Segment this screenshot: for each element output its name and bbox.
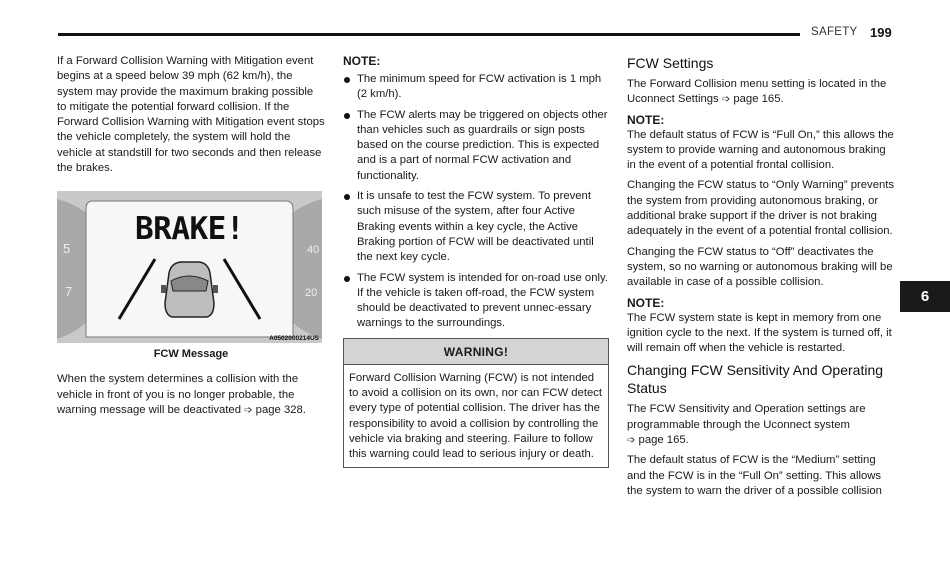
paragraph-programmable-text: The FCW Sensitivity and Operation settings are programmable through the Uconnect system xyxy=(627,403,866,431)
warning-text: Forward Collision Warning (FCW) is not intended to avoid a collision on its own, nor can FCW detect every type of potential collision. The driver has the responsibility to avoid a collision by controlling the vehicle via braking and steering. Failure to follow this warning could lead to serious injury or death. xyxy=(349,371,603,461)
note-bullet-list xyxy=(343,72,609,332)
figure-code: A0502000214US xyxy=(269,335,319,343)
page-number: 199 xyxy=(870,25,892,40)
figure-caption: FCW Message xyxy=(153,348,229,361)
svg-text:40: 40 xyxy=(307,244,320,257)
paragraph-menu-location xyxy=(627,77,895,108)
paragraph-programmable xyxy=(627,402,895,448)
list-item-text: It is unsafe to test the FCW system. To prevent such misuse of the system, after four Active Braking events within a key cycle, the Active Braking portion of FCW will be deactivated until the next key cycle. xyxy=(357,190,594,264)
heading-fcw-settings: FCW Settings xyxy=(627,55,714,71)
paragraph-deactivation xyxy=(57,372,325,418)
column-left xyxy=(57,54,325,418)
bullet-icon xyxy=(344,276,350,282)
paragraph-default-medium: The default status of FCW is the “Medium” setting and the FCW is in the “Full On” setting. This allows the system to warn the driver of a possible collision xyxy=(627,454,882,497)
list-item xyxy=(343,189,609,265)
bullet-icon xyxy=(344,77,350,83)
list-item xyxy=(343,72,609,103)
bullet-icon xyxy=(344,194,350,200)
note-label: NOTE: xyxy=(627,112,665,127)
paragraph-only-warning: Changing the FCW status to “Only Warning” prevents the system from providing autonomous braking, or additional brake support if the driver is not braking adequately in the event of a potential frontal collision. xyxy=(627,179,895,238)
header-rule xyxy=(58,33,800,36)
paragraph-menu-location-text: The Forward Collision menu setting is located in the Uconnect Settings xyxy=(627,78,887,106)
note-label: NOTE: xyxy=(627,295,665,310)
warning-title: WARNING! xyxy=(344,339,608,365)
list-item-text: The FCW system is intended for on-road use only. If the vehicle is taken off-road, the FCW system should be deactivated to prevent unnec-essary warnings to the surroundings. xyxy=(357,271,608,330)
list-item xyxy=(343,271,609,332)
column-right xyxy=(627,54,895,499)
page-ref-arrow-icon: ➩ xyxy=(721,94,731,106)
note-default-status: The default status of FCW is “Full On,” this allows the system to provide warning and autonomous braking in the event of a potential frontal collision. xyxy=(627,128,894,172)
svg-text:20: 20 xyxy=(305,287,318,300)
chapter-tab: 6 xyxy=(900,281,950,312)
page-ref-link[interactable]: page 165. xyxy=(733,93,784,106)
header-section-title: SAFETY xyxy=(811,26,858,38)
page-ref-arrow-icon: ➩ xyxy=(244,404,253,416)
list-item-text: The FCW alerts may be triggered on objects other than vehicles such as guardrails or sign posts based on the course prediction. This is expected and is a part of normal FCW activation and functionality. xyxy=(357,108,608,182)
note-label: NOTE: xyxy=(343,54,381,68)
note-memory: The FCW system state is kept in memory from one ignition cycle to the next. If the system is turned off, it will remain off when the vehicle is restarted. xyxy=(627,311,892,355)
bullet-icon xyxy=(344,113,350,119)
column-middle xyxy=(343,54,609,468)
warning-box xyxy=(343,338,609,468)
paragraph-off: Changing the FCW status to “Off” deactivates the system, so no warning or autonomous braking will be available in case of a possible collision. xyxy=(627,245,893,289)
page-ref-arrow-icon: ➩ xyxy=(627,435,636,447)
page-ref-link[interactable]: page 328. xyxy=(255,403,306,416)
paragraph-deactivation-text: When the system determines a collision with the vehicle in front of you is no longer probable, the warning message will be deactivated xyxy=(57,373,299,416)
fcw-message-figure xyxy=(57,191,322,343)
svg-text:7: 7 xyxy=(65,284,73,300)
brake-warning-text: BRAKE! xyxy=(135,211,244,248)
svg-text:5: 5 xyxy=(63,241,71,257)
list-item-text: The minimum speed for FCW activation is 1 mph (2 km/h). xyxy=(357,73,602,101)
page-ref-link[interactable]: page 165. xyxy=(638,434,689,447)
paragraph-mitigation: If a Forward Collision Warning with Mitigation event begins at a speed below 39 mph (62 km/h), the system may provide the maximum braking possible to mitigate the potential forward collision. If the Forward Collision Warning with Mitigation event stops the vehicle completely, the system will hold the vehicle at standstill for two seconds and then release the brakes. xyxy=(57,55,325,175)
heading-sensitivity: Changing FCW Sensitivity And Operating Status xyxy=(627,362,884,397)
list-item xyxy=(343,108,609,184)
